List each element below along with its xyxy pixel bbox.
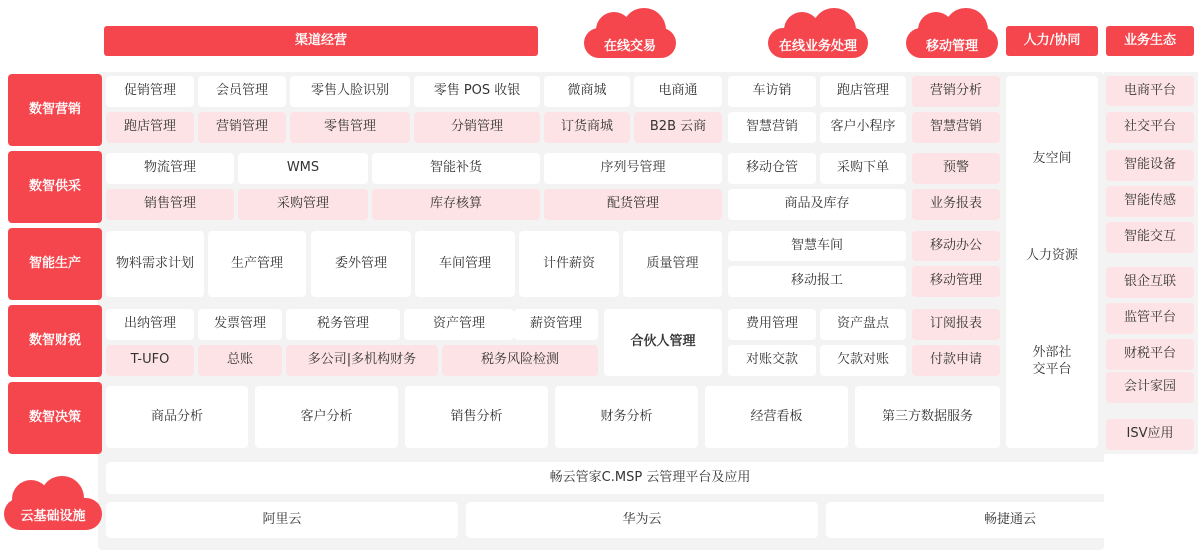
module-purchase-order: 采购下单 xyxy=(820,153,906,184)
module-third-party: 第三方数据服务 xyxy=(855,386,1000,448)
eco-item: 财税平台 xyxy=(1106,339,1194,370)
module-shop-mgmt-2: 跑店管理 xyxy=(106,112,194,143)
hr-human-resources: 人力资源 xyxy=(1025,247,1078,263)
cloud-provider-chanjet: 畅捷通云 xyxy=(826,502,1194,538)
module-prod-mgmt: 生产管理 xyxy=(208,231,306,297)
module-finance-analysis: 财务分析 xyxy=(555,386,698,448)
hr-youkongjian: 友空间 xyxy=(1032,150,1072,166)
hr-social-platform: 外部社交平台 xyxy=(1032,345,1072,377)
platform-bar: 畅云管家C.MSP 云管理平台及应用 xyxy=(106,462,1194,494)
module-order-mall: 订货商城 xyxy=(544,112,630,143)
module-purchase-mgmt: 采购管理 xyxy=(238,189,368,220)
module-serial: 序列号管理 xyxy=(544,153,722,184)
module-tax-risk: 税务风险检测 xyxy=(442,345,598,376)
module-mobile-report: 移动报工 xyxy=(728,266,906,297)
module-biz-report: 业务报表 xyxy=(912,189,1000,220)
eco-item: 智能交互 xyxy=(1106,222,1194,253)
module-b2b: B2B 云商 xyxy=(634,112,722,143)
module-mkt-mgmt: 营销管理 xyxy=(198,112,286,143)
cloud-online-trade xyxy=(582,8,678,58)
cloud-infra xyxy=(4,476,102,530)
module-alert: 预警 xyxy=(912,153,1000,184)
module-asset: 资产管理 xyxy=(404,309,514,340)
module-mkt-analysis: 营销分析 xyxy=(912,76,1000,107)
eco-item: 会计家园 xyxy=(1106,372,1194,403)
module-shop-mgmt: 跑店管理 xyxy=(820,76,906,107)
eco-item: ISV应用 xyxy=(1106,419,1194,450)
module-dist-mgmt: 分销管理 xyxy=(414,112,540,143)
module-wms: WMS xyxy=(238,153,368,184)
module-sales-analysis: 销售分析 xyxy=(405,386,548,448)
eco-item: 银企互联 xyxy=(1106,267,1194,298)
header-online-business: 在线业务处理 xyxy=(778,38,857,54)
eco-item: 社交平台 xyxy=(1106,112,1194,143)
module-ledger: 总账 xyxy=(198,345,282,376)
module-piece-wage: 计件薪资 xyxy=(519,231,619,297)
module-car-sales: 车访销 xyxy=(728,76,816,107)
module-smart-mkt: 智慧营销 xyxy=(728,112,816,143)
module-ecom-link: 电商通 xyxy=(634,76,722,107)
module-sub-report: 订阅报表 xyxy=(912,309,1000,340)
module-workshop: 车间管理 xyxy=(415,231,515,297)
module-mobile-wh: 移动仓管 xyxy=(728,153,816,184)
header-channel: 渠道经营 xyxy=(104,26,538,56)
module-dashboard: 经营看板 xyxy=(705,386,848,448)
module-mobile-mgmt-2: 移动管理 xyxy=(912,266,1000,297)
module-wechat-mall: 微商城 xyxy=(544,76,630,107)
module-multi-company: 多公司|多机构财务 xyxy=(286,345,438,376)
module-mobile-office: 移动办公 xyxy=(912,231,1000,261)
module-quality: 质量管理 xyxy=(623,231,722,297)
eco-item: 智能设备 xyxy=(1106,150,1194,181)
module-invoice: 发票管理 xyxy=(198,309,282,340)
module-salary: 薪资管理 xyxy=(514,309,598,340)
module-smart-mkt-2: 智慧营销 xyxy=(912,112,1000,143)
cloud-provider-huawei: 华为云 xyxy=(466,502,818,538)
module-cashier: 出纳管理 xyxy=(106,309,194,340)
module-partner: 合伙人管理 xyxy=(604,309,722,376)
module-mini-prog: 客户小程序 xyxy=(820,112,906,143)
module-retail-mgmt: 零售管理 xyxy=(290,112,410,143)
module-tax: 税务管理 xyxy=(286,309,400,340)
module-sales-mgmt: 销售管理 xyxy=(106,189,234,220)
module-goods-stock: 商品及库存 xyxy=(728,189,906,220)
module-allocation: 配货管理 xyxy=(544,189,722,220)
cloud-provider-aliyun: 阿里云 xyxy=(106,502,458,538)
module-arrears: 欠款对账 xyxy=(820,345,906,376)
module-face: 零售人脸识别 xyxy=(290,76,410,107)
header-ecosystem: 业务生态 xyxy=(1106,26,1194,56)
module-outsource: 委外管理 xyxy=(311,231,411,297)
module-inventory-acct: 库存核算 xyxy=(372,189,540,220)
module-customer-analysis: 客户分析 xyxy=(255,386,398,448)
row-label-infra: 云基础设施 xyxy=(20,508,86,524)
header-online-trade: 在线交易 xyxy=(603,38,656,54)
module-replenish: 智能补货 xyxy=(372,153,540,184)
module-logistics: 物流管理 xyxy=(106,153,234,184)
header-hr-collab: 人力/协同 xyxy=(1006,26,1098,56)
eco-item: 智能传感 xyxy=(1106,186,1194,217)
module-payment-req: 付款申请 xyxy=(912,345,1000,376)
module-asset-check: 资产盘点 xyxy=(820,309,906,340)
module-promo: 促销管理 xyxy=(106,76,194,107)
module-mrp: 物料需求计划 xyxy=(106,231,204,297)
eco-item: 电商平台 xyxy=(1106,76,1194,106)
module-member: 会员管理 xyxy=(198,76,286,107)
row-label-finance: 数智财税 xyxy=(8,305,102,377)
eco-item: 监管平台 xyxy=(1106,303,1194,334)
module-goods-analysis: 商品分析 xyxy=(106,386,248,448)
row-label-decision: 数智决策 xyxy=(8,382,102,454)
cloud-online-business xyxy=(766,8,870,58)
module-reconcile: 对账交款 xyxy=(728,345,816,376)
module-expense: 费用管理 xyxy=(728,309,816,340)
header-mobile-mgmt: 移动管理 xyxy=(925,38,978,54)
row-label-marketing: 数智营销 xyxy=(8,74,102,146)
module-pos: 零售 POS 收银 xyxy=(414,76,540,107)
row-label-supply: 数智供采 xyxy=(8,151,102,223)
cloud-mobile-mgmt xyxy=(904,8,1000,58)
row-label-production: 智能生产 xyxy=(8,228,102,300)
module-smart-workshop: 智慧车间 xyxy=(728,231,906,261)
module-tufo: T-UFO xyxy=(106,345,194,376)
